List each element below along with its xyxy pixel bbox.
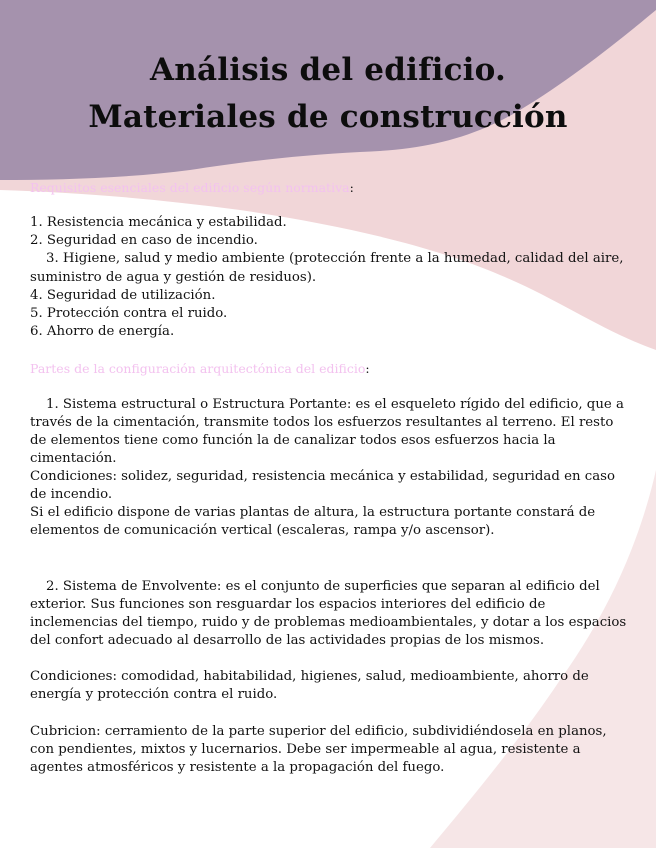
section-heading-text: Requisitos esenciales del edificio según normativa [30, 180, 350, 195]
paragraph-plantas: Si el edificio dispone de varias plantas de altura, la estructura portante constará de elementos de comunicación vertical (escaleras, rampa y/o ascensor). [30, 505, 596, 538]
list-item: 6. Ahorro de energía. [30, 324, 175, 340]
heading-colon: : [365, 361, 370, 376]
list-item: 4. Seguridad de utilización. [30, 287, 216, 303]
list-item: 5. Protección contra el ruido. [30, 306, 228, 322]
paragraph-condiciones-2: Condiciones: comodidad, habitabilidad, higienes, salud, medioambiente, ahorro de energía y protección contra el ruido. [30, 669, 589, 702]
list-item: 2. Seguridad en caso de incendio. [30, 233, 258, 249]
list-item: 3. Higiene, salud y medio ambiente (protección frente a la humedad, calidad del aire, suministro de agua y gestión de residuos). [30, 251, 624, 285]
section-heading-text: Partes de la configuración arquitectónica del edificio [30, 361, 366, 376]
page-title-line-1: Análisis del edificio. [150, 52, 506, 88]
paragraph-cubricion: Cubricion: cerramiento de la parte superior del edificio, subdividiéndosela en planos, con pendientes, mixtos y lucernarios. Debe ser impermeable al agua, resistente a agentes atmosféricos y resistente a la propagación del fuego. [30, 724, 607, 775]
section-heading-partes [30, 361, 370, 376]
list-item: 1. Resistencia mecánica y estabilidad. [30, 215, 287, 230]
requisitos-list [30, 214, 630, 341]
heading-colon: : [349, 180, 354, 195]
page-title-line-2: Materiales de construcción [88, 99, 568, 135]
paragraph-estructura: 1. Sistema estructural o Estructura Portante: es el esqueleto rígido del edificio, que a través de la cimentación, transmite todos los esfuerzos resultantes al terreno. El resto de elementos tiene como función la de canalizar todos esos esfuerzos hacia la cimentación. [30, 397, 624, 466]
section-heading-requisitos [30, 180, 354, 195]
paragraph-envolvente: 2. Sistema de Envolvente: es el conjunto de superficies que separan al edificio del exterior. Sus funciones son resguardar los espacios interiores del edificio de inclemencias del tiempo, ruido y de problemas medioambientales, y dotar a los espacios del confort adecuado al desarrollo de las actividades propias de los mismos. [30, 579, 627, 648]
paragraph-condiciones-1: Condiciones: solidez, seguridad, resistencia mecánica y estabilidad, seguridad en caso de incendio. [30, 469, 615, 502]
